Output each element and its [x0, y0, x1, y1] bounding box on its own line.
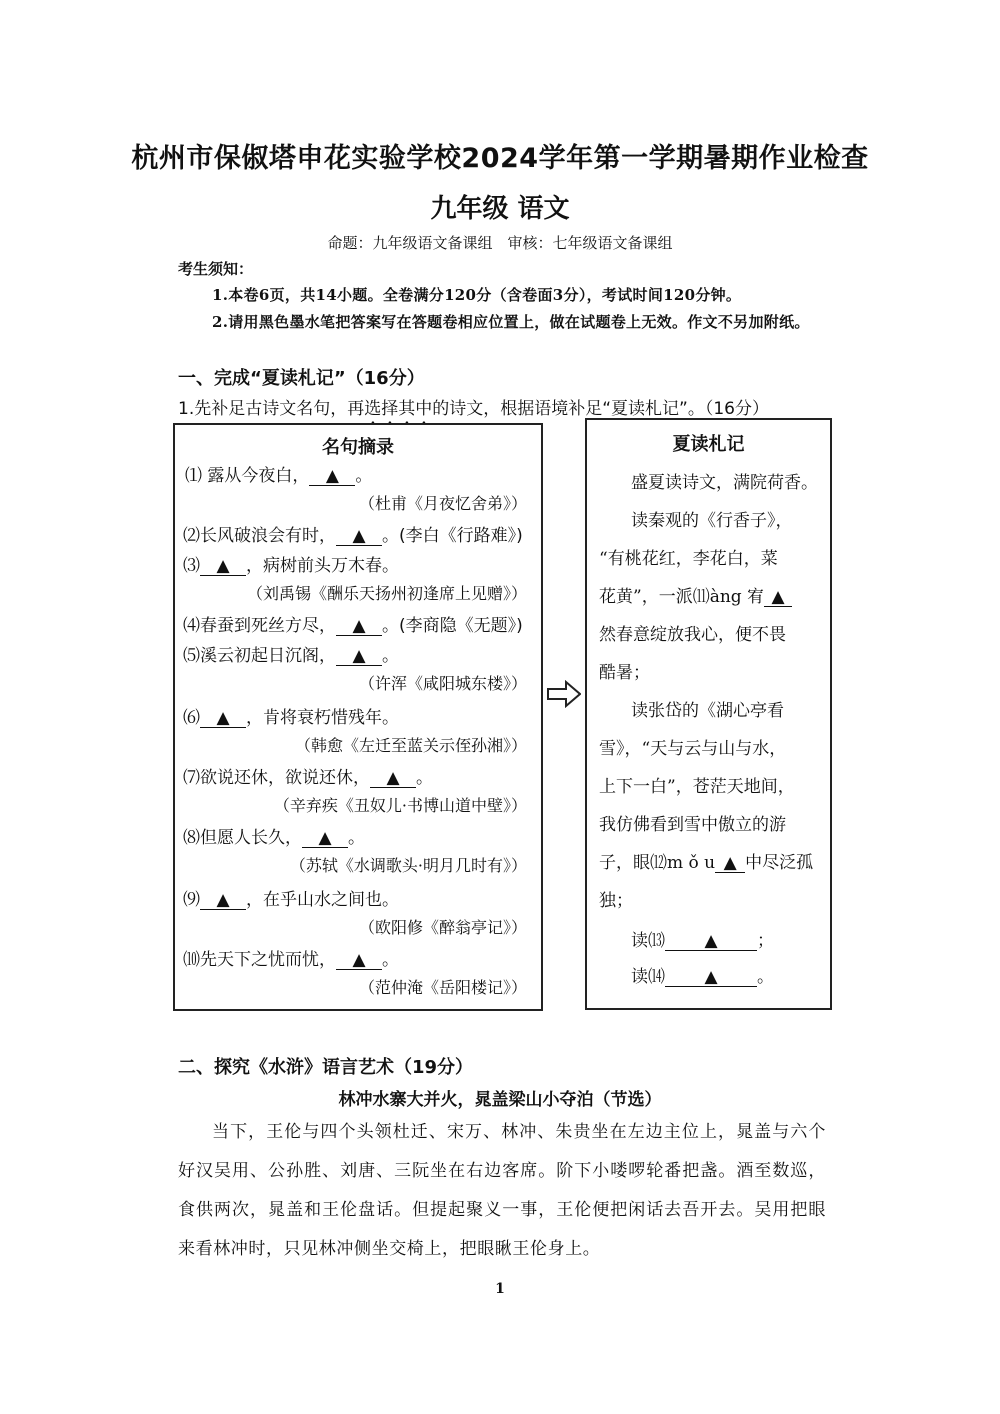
answer-blank-2[interactable]: ▲	[336, 528, 382, 546]
notes-line-13-text: 读⒀	[631, 931, 665, 951]
q5-end: 。	[382, 646, 399, 666]
notes-line-11-text: 子，眼⑿m ǒ u	[599, 853, 716, 873]
line-q2	[183, 521, 523, 546]
notice-item-1: 1.本卷6页，共14小题。全卷满分120分（含卷面3分），考试时间120分钟。	[212, 286, 742, 304]
q6-end: ，肯将衰朽惜残年。	[246, 708, 399, 728]
exam-credits: 命题：九年级语文备课组 审核：七年级语文备课组	[327, 234, 673, 252]
q8-end: 。	[348, 828, 365, 848]
q1-text: ⑴ 露从今夜白，	[185, 466, 310, 486]
line-q4	[183, 611, 523, 636]
source-q6: （韩愈《左迁至蓝关示侄孙湘》）	[294, 736, 527, 755]
notes-line-4-text: 花黄”，一派⑾àng 宥	[599, 587, 765, 607]
notes-line-12: 独；	[599, 891, 633, 911]
notes-title: 夏读札记	[672, 434, 745, 455]
answer-blank-4[interactable]: ▲	[336, 618, 382, 636]
notice-title: 考生须知：	[178, 260, 254, 278]
line-q8	[183, 823, 365, 848]
question-1-pre: 1.先补足古诗文名句，再	[178, 399, 365, 419]
answer-blank-10[interactable]: ▲	[336, 952, 382, 970]
q2-end: 。(李白《行路难》)	[382, 526, 523, 546]
q1-end: 。	[355, 466, 373, 486]
q4-text: ⑷春蚕到死丝方尽，	[183, 616, 336, 636]
question-1-emphasis: 选择其中	[364, 399, 433, 419]
q5-text: ⑸溪云初起日沉阁，	[183, 646, 336, 666]
section1-heading: 一、完成“夏读札记”（16分）	[178, 368, 425, 389]
famous-lines-box	[173, 423, 543, 1011]
source-q7: （辛弃疾《丑奴儿·书博山道中壁》）	[273, 796, 527, 815]
answer-blank-11[interactable]: ▲	[764, 589, 792, 607]
answer-blank-12[interactable]: ▲	[715, 855, 745, 873]
exam-title: 杭州市保俶塔申花实验学校2024学年第一学期暑期作业检查	[131, 143, 869, 174]
notes-line-4	[599, 582, 792, 607]
notes-line-9: 上下一白”，苍茫天地间，	[599, 777, 795, 797]
source-q9: （欧阳修《醉翁亭记》）	[358, 918, 527, 937]
q3-text: ⑶	[183, 556, 200, 576]
page-number: 1	[495, 1281, 505, 1297]
line-q7	[183, 763, 433, 788]
answer-blank-3[interactable]: ▲	[200, 558, 246, 576]
notes-line-7: 读张岱的《湖心亭看	[631, 701, 784, 721]
notes-line-13	[631, 926, 774, 951]
q7-text: ⑺欲说还休，欲说还休，	[183, 768, 370, 788]
q7-end: 。	[416, 768, 433, 788]
section2-heading: 二、探究《水浒》语言艺术（19分）	[178, 1057, 474, 1078]
line-q9	[183, 885, 399, 910]
answer-blank-8[interactable]: ▲	[302, 830, 348, 848]
line-q10	[183, 945, 399, 970]
notes-line-1: 盛夏读诗文，满院荷香。	[631, 473, 818, 493]
notes-line-14	[631, 962, 774, 987]
source-q5: （许浑《咸阳城东楼》）	[358, 674, 527, 693]
notes-line-11-end: 中尽泛孤	[745, 853, 814, 873]
q9-text: ⑼	[183, 890, 200, 910]
notice-item-2: 2.请用黑色墨水笔把答案写在答题卷相应位置上，做在试题卷上无效。作文不另加附纸。	[212, 313, 810, 331]
right-arrow-icon	[547, 680, 581, 708]
q8-text: ⑻但愿人长久，	[183, 828, 302, 848]
q9-end: ，在乎山水之间也。	[246, 890, 399, 910]
answer-blank-5[interactable]: ▲	[336, 648, 382, 666]
notes-line-13-end: ；	[757, 931, 774, 951]
notes-line-10: 我仿佛看到雪中傲立的游	[599, 815, 786, 835]
q2-text: ⑵长风破浪会有时，	[183, 526, 336, 546]
q3-end: ，病树前头万木春。	[246, 556, 399, 576]
notes-line-5: 然春意绽放我心，便不畏	[599, 625, 786, 645]
famous-lines-title: 名句摘录	[322, 437, 394, 458]
line-q3	[183, 551, 399, 576]
question-1-post: 的诗文，根据语境补足“夏读札记”。（16分）	[432, 399, 769, 419]
source-q1: （杜甫《月夜忆舍弟》）	[358, 494, 527, 513]
answer-blank-9[interactable]: ▲	[200, 892, 246, 910]
line-q5	[183, 641, 399, 666]
line-q1	[185, 461, 372, 486]
q6-text: ⑹	[183, 708, 200, 728]
source-q3: （刘禹锡《酬乐天扬州初逢席上见赠》）	[246, 584, 527, 603]
source-q10: （范仲淹《岳阳楼记》）	[358, 978, 527, 997]
notes-line-2: 读秦观的《行香子》，	[631, 511, 793, 531]
notes-line-6: 酷暑；	[599, 663, 650, 683]
answer-blank-14[interactable]: ▲	[665, 969, 757, 987]
notes-line-8: 雪》，“天与云与山与水，	[599, 739, 787, 759]
answer-blank-1[interactable]: ▲	[309, 468, 355, 486]
q4-end: 。(李商隐《无题》)	[382, 616, 523, 636]
answer-blank-13[interactable]: ▲	[665, 933, 757, 951]
line-q6	[183, 703, 399, 728]
notes-line-14-end: 。	[757, 967, 774, 987]
passage-paragraph: 当下，王伦与四个头领杜迁、宋万、林冲、朱贵坐在左边主位上，晁盖与六个好汉吴用、公孙胜、刘唐、三阮坐在右边客席。阶下小喽啰轮番把盏。酒至数巡，食供两次，晁盖和王伦盘话。但提起聚义一事，王伦便把闲话去吾开去。吴用把眼来看林冲时，只见林冲侧坐交椅上，把眼瞅王伦身上。	[178, 1122, 826, 1259]
passage-title: 林冲水寨大并火，晁盖梁山小夺泊（节选）	[338, 1090, 662, 1110]
q10-text: ⑽先天下之忧而忧，	[183, 950, 336, 970]
answer-blank-7[interactable]: ▲	[370, 770, 416, 788]
notes-line-11	[599, 848, 813, 873]
notes-line-3: “有桃花红，李花白，菜	[599, 549, 778, 569]
q10-end: 。	[382, 950, 399, 970]
summer-reading-notes-box	[585, 418, 832, 1010]
source-q8: （苏轼《水调歌头·明月几时有》）	[289, 856, 527, 875]
exam-subtitle: 九年级 语文	[430, 194, 570, 224]
notes-line-14-text: 读⒁	[631, 967, 665, 987]
answer-blank-6[interactable]: ▲	[200, 710, 246, 728]
